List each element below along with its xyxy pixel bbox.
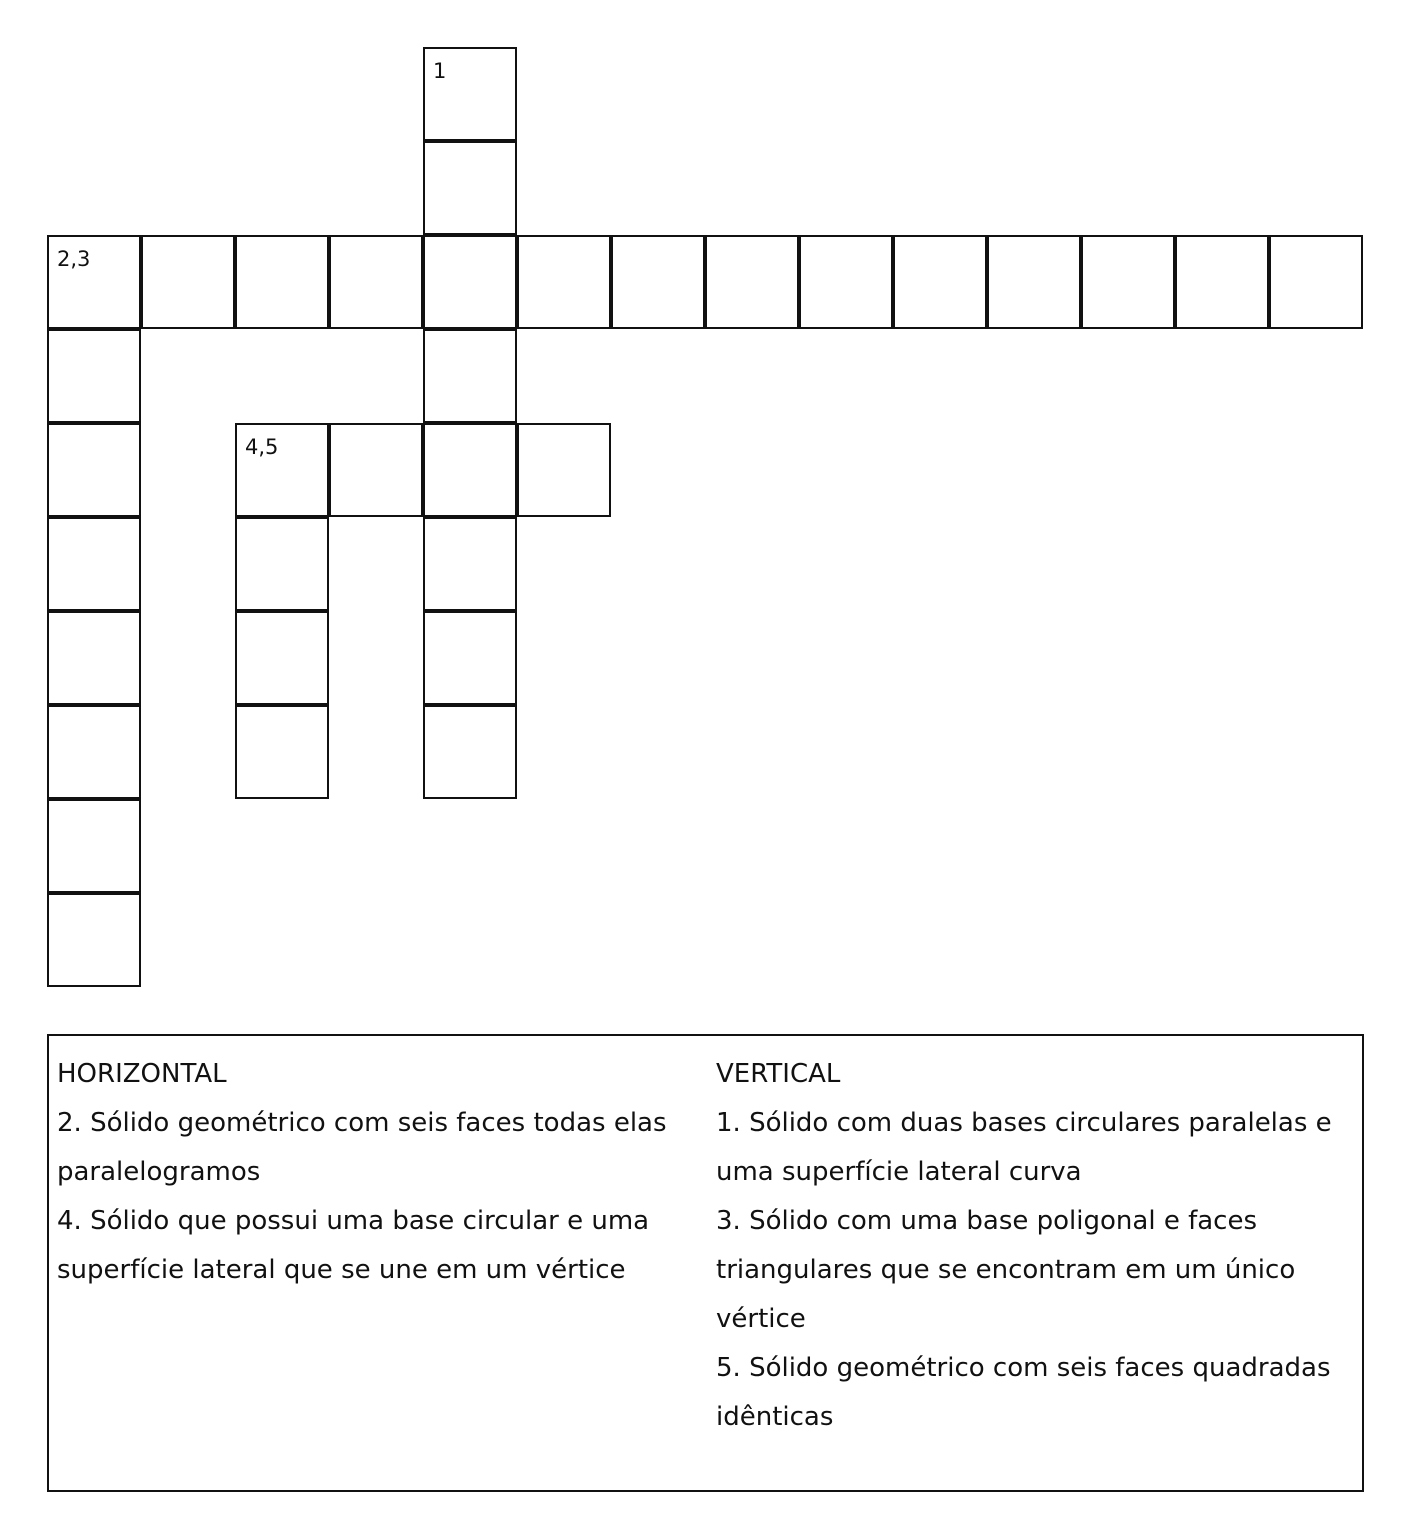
crossword-cell[interactable] xyxy=(235,611,329,705)
crossword-cell[interactable] xyxy=(423,705,517,799)
crossword-cell[interactable] xyxy=(47,423,141,517)
crossword-cell[interactable] xyxy=(517,235,611,329)
crossword-cell[interactable] xyxy=(1269,235,1363,329)
crossword-cell[interactable] xyxy=(47,705,141,799)
crossword-cell[interactable] xyxy=(423,517,517,611)
crossword-cell[interactable] xyxy=(329,235,423,329)
cell-number: 2,3 xyxy=(57,247,91,271)
crossword-cell[interactable] xyxy=(423,141,517,235)
crossword-cell[interactable] xyxy=(235,423,329,517)
crossword-cell[interactable] xyxy=(423,423,517,517)
crossword-cell[interactable] xyxy=(799,235,893,329)
crossword-cell[interactable] xyxy=(1081,235,1175,329)
clues-box xyxy=(47,1034,1364,1492)
crossword-cell[interactable] xyxy=(423,235,517,329)
crossword-cell[interactable] xyxy=(987,235,1081,329)
crossword-cell[interactable] xyxy=(705,235,799,329)
crossword-cell[interactable] xyxy=(141,235,235,329)
crossword-cell[interactable] xyxy=(423,329,517,423)
clue-vertical-3: 3. Sólido com uma base poligonal e faces triangulares que se encontram em um único vértice xyxy=(716,1206,1296,1334)
crossword-cell[interactable] xyxy=(47,611,141,705)
crossword-cell[interactable] xyxy=(235,517,329,611)
clue-horizontal-4: 4. Sólido que possui uma base circular e uma superfície lateral que se une em um vértice xyxy=(57,1206,650,1285)
crossword-cell[interactable] xyxy=(235,235,329,329)
crossword-cell[interactable] xyxy=(517,423,611,517)
crossword-cell[interactable] xyxy=(1175,235,1269,329)
horizontal-heading: HORIZONTAL xyxy=(57,1059,227,1089)
crossword-cell[interactable] xyxy=(235,705,329,799)
cell-number: 4,5 xyxy=(245,435,279,459)
crossword-cell[interactable] xyxy=(47,799,141,893)
crossword-cell[interactable] xyxy=(47,893,141,987)
crossword-cell[interactable] xyxy=(423,47,517,141)
crossword-cell[interactable] xyxy=(611,235,705,329)
clue-vertical-1: 1. Sólido com duas bases circulares paralelas e uma superfície lateral curva xyxy=(716,1108,1332,1187)
horizontal-clues xyxy=(57,1050,687,1295)
cell-number: 1 xyxy=(433,59,447,83)
crossword-cell[interactable] xyxy=(423,611,517,705)
crossword-cell[interactable] xyxy=(893,235,987,329)
clue-horizontal-2: 2. Sólido geométrico com seis faces todas elas paralelogramos xyxy=(57,1108,667,1187)
vertical-clues xyxy=(716,1050,1356,1442)
crossword-cell[interactable] xyxy=(47,329,141,423)
clue-vertical-5: 5. Sólido geométrico com seis faces quadradas idênticas xyxy=(716,1353,1331,1432)
crossword-cell[interactable] xyxy=(47,517,141,611)
crossword-cell[interactable] xyxy=(47,235,141,329)
crossword-cell[interactable] xyxy=(329,423,423,517)
vertical-heading: VERTICAL xyxy=(716,1059,841,1089)
